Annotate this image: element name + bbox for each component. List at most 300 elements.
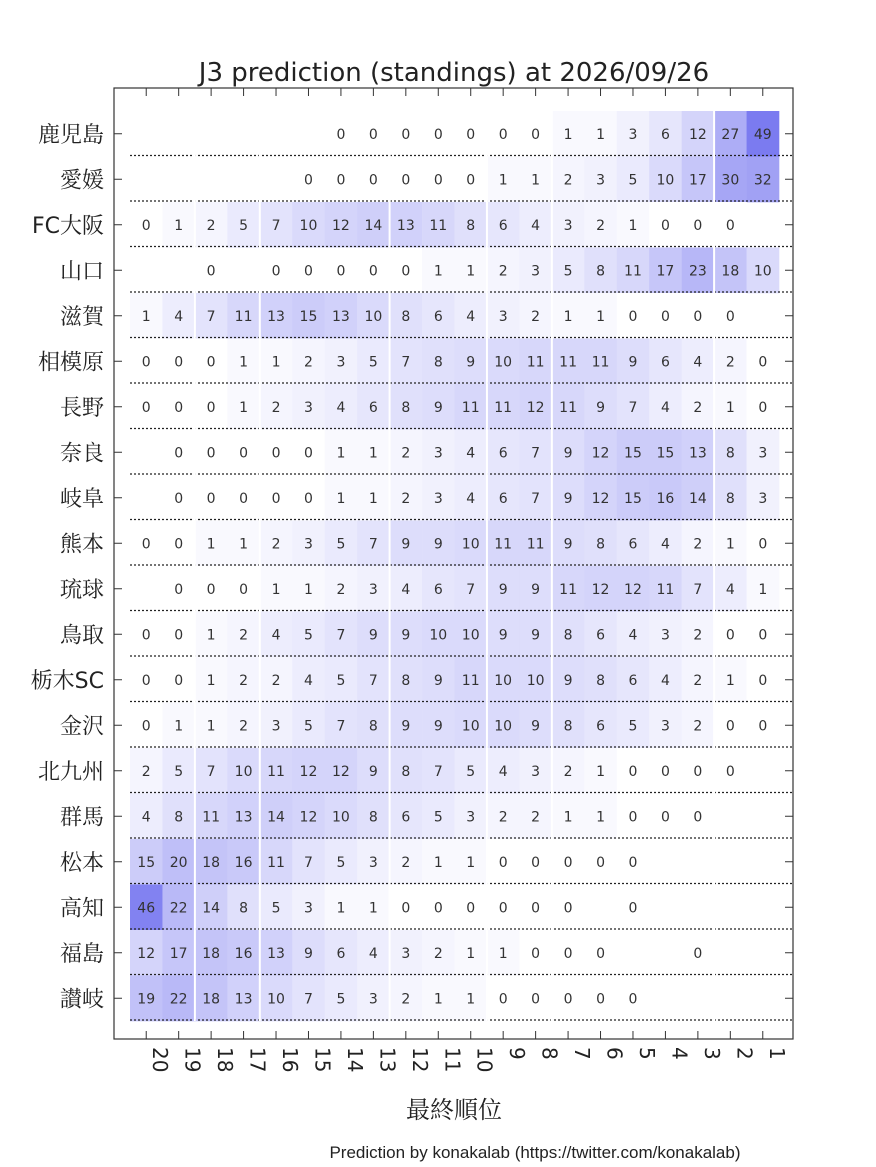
cell-value-label: 9 (563, 536, 573, 553)
cell-value-label: 10 (299, 217, 318, 234)
cell-value-label: 0 (498, 991, 508, 1008)
cell-value-label: 12 (332, 763, 350, 780)
cell-value-label: 0 (271, 445, 281, 462)
cell-value-label: 17 (169, 945, 188, 962)
cell-value-label: 12 (137, 945, 156, 962)
cell-value-label: 2 (563, 763, 573, 780)
cell-value-label: 0 (239, 581, 249, 598)
cell-value-label: 12 (624, 581, 642, 598)
cell-value-label: 3 (498, 308, 508, 325)
x-tick-label: 13 (375, 1047, 400, 1073)
cell-value-label: 0 (174, 399, 184, 416)
cell-value-label: 22 (169, 991, 188, 1008)
cell-value-label: 0 (563, 991, 573, 1008)
cell-value-label: 0 (725, 718, 735, 735)
team-label: 松本 (59, 850, 104, 876)
cell-value-label: 3 (368, 581, 378, 598)
cell-value-label: 6 (498, 445, 508, 462)
cell-value-label: 1 (433, 854, 443, 871)
cell-value-label: 0 (433, 900, 443, 917)
cell-value-label: 7 (336, 627, 346, 644)
cell-value-label: 11 (624, 263, 642, 280)
cell-value-label: 2 (271, 399, 281, 416)
x-tick-label: 17 (245, 1047, 270, 1073)
cell-value-label: 1 (563, 308, 573, 325)
cell-value-label: 10 (494, 354, 513, 371)
cell-value-label: 0 (596, 991, 605, 1008)
cell-value-label: 1 (498, 172, 508, 189)
cell-value-label: 1 (271, 581, 281, 598)
cell-value-label: 11 (461, 399, 480, 416)
cell-value-label: 1 (336, 490, 346, 507)
cell-value-label: 0 (531, 991, 541, 1008)
cell-value-label: 0 (628, 854, 638, 871)
cell-value-label: 0 (174, 581, 184, 598)
cell-value-label: 5 (304, 627, 313, 644)
cell-value-label: 4 (466, 445, 476, 462)
cell-value-label: 1 (206, 718, 216, 735)
cell-value-label: 1 (433, 991, 443, 1008)
cell-value-label: 3 (401, 945, 411, 962)
x-tick-label: 4 (667, 1047, 692, 1060)
cell-value-label: 15 (656, 445, 675, 462)
cell-value-label: 2 (401, 490, 411, 507)
cell-value-label: 18 (202, 854, 221, 871)
cell-value-label: 3 (758, 490, 768, 507)
cell-value-label: 18 (202, 945, 221, 962)
cell-value-label: 11 (526, 536, 545, 553)
team-label: 福島 (59, 941, 104, 967)
cell-value-label: 11 (234, 308, 253, 325)
cell-value-label: 5 (336, 536, 346, 553)
cell-value-label: 1 (336, 445, 346, 462)
cell-value-label: 13 (396, 217, 415, 234)
x-tick-label: 1 (764, 1047, 789, 1060)
cell-value-label: 0 (531, 126, 541, 143)
team-label: 長野 (59, 395, 104, 421)
cell-value-label: 1 (206, 672, 216, 689)
cell-value-label: 2 (401, 854, 411, 871)
cell-value-label: 9 (401, 536, 411, 553)
cell-value-label: 6 (433, 308, 443, 325)
cell-value-label: 30 (721, 172, 740, 189)
cell-value-label: 6 (660, 354, 670, 371)
cell-value-label: 1 (368, 445, 378, 462)
cell-value-label: 4 (336, 399, 346, 416)
cell-value-label: 8 (596, 672, 605, 689)
cell-value-label: 0 (368, 263, 378, 280)
cell-value-label: 2 (498, 263, 508, 280)
cell-value-label: 0 (206, 490, 216, 507)
cell-value-label: 2 (401, 445, 411, 462)
cell-value-label: 0 (758, 718, 768, 735)
cell-value-label: 13 (688, 445, 707, 462)
team-labels (31, 123, 106, 1013)
cell-value-label: 2 (693, 672, 703, 689)
team-label: 讃岐 (59, 987, 104, 1013)
cell-value-label: 3 (304, 536, 313, 553)
cell-value-label: 11 (202, 809, 221, 826)
cell-value-label: 7 (271, 217, 281, 234)
cell-value-label: 0 (758, 627, 768, 644)
cell-value-label: 0 (498, 126, 508, 143)
cell-value-label: 9 (563, 672, 573, 689)
cell-value-label: 0 (628, 763, 638, 780)
x-tick-label: 2 (732, 1047, 757, 1060)
cell-value-label: 9 (433, 672, 443, 689)
cell-value-label: 10 (494, 718, 513, 735)
cell-value-label: 8 (401, 672, 411, 689)
cell-value-label: 0 (758, 354, 768, 371)
cell-value-label: 5 (368, 354, 378, 371)
cell-value-label: 0 (693, 308, 703, 325)
cell-value-label: 2 (725, 354, 735, 371)
cell-value-label: 4 (141, 809, 151, 826)
cell-value-label: 3 (531, 763, 541, 780)
cell-value-label: 6 (498, 490, 508, 507)
cell-value-label: 0 (758, 536, 768, 553)
cell-value-label: 6 (368, 399, 378, 416)
cell-value-label: 2 (531, 308, 541, 325)
cell-value-label: 2 (239, 672, 249, 689)
cell-value-label: 5 (466, 763, 476, 780)
cell-value-label: 5 (628, 718, 638, 735)
cell-value-label: 9 (304, 945, 313, 962)
cell-value-label: 11 (591, 354, 610, 371)
cell-value-label: 4 (660, 399, 670, 416)
cell-value-label: 7 (206, 763, 216, 780)
cell-value-label: 1 (206, 627, 216, 644)
cell-value-label: 0 (401, 126, 411, 143)
cell-value-label: 0 (174, 627, 184, 644)
cell-value-label: 7 (693, 581, 703, 598)
cell-value-label: 0 (660, 217, 670, 234)
cell-value-label: 12 (299, 809, 318, 826)
cell-value-label: 9 (368, 627, 378, 644)
cell-value-label: 1 (466, 263, 476, 280)
cell-value-label: 22 (169, 900, 188, 917)
cell-value-label: 17 (688, 172, 707, 189)
cell-value-label: 11 (656, 581, 675, 598)
cell-value-label: 11 (559, 354, 577, 371)
x-tick-label: 12 (407, 1047, 432, 1073)
cell-value-label: 3 (433, 490, 443, 507)
cell-value-label: 0 (563, 900, 573, 917)
cell-value-label: 6 (628, 672, 638, 689)
cell-value-label: 1 (596, 809, 605, 826)
cell-value-label: 12 (591, 490, 610, 507)
cell-value-label: 6 (596, 627, 605, 644)
cell-value-label: 49 (753, 126, 772, 143)
x-tick-label: 20 (148, 1047, 173, 1073)
cell-value-label: 0 (596, 945, 605, 962)
cell-value-label: 9 (433, 399, 443, 416)
x-tick-label: 5 (634, 1047, 659, 1060)
cell-value-label: 0 (596, 854, 605, 871)
cell-value-label: 2 (401, 991, 411, 1008)
cell-value-label: 0 (271, 263, 281, 280)
x-tick-label: 10 (472, 1047, 497, 1073)
cell-value-label: 27 (721, 126, 740, 143)
cell-value-label: 15 (299, 308, 318, 325)
team-label: 岐阜 (59, 486, 104, 512)
cell-value-label: 1 (758, 581, 768, 598)
cell-value-label: 10 (267, 991, 285, 1008)
cell-value-label: 10 (332, 809, 350, 826)
team-label: 栃木SC (30, 668, 104, 694)
cell-value-label: 1 (531, 172, 541, 189)
cell-value-label: 7 (304, 991, 313, 1008)
cell-value-label: 5 (628, 172, 638, 189)
cell-value-label: 4 (466, 308, 476, 325)
cell-value-label: 10 (526, 672, 545, 689)
cell-value-label: 3 (368, 854, 378, 871)
cell-value-label: 10 (429, 627, 448, 644)
cell-value-label: 9 (498, 581, 508, 598)
cell-value-label: 2 (693, 718, 703, 735)
cell-value-label: 0 (628, 900, 638, 917)
x-tick-label: 14 (342, 1047, 367, 1073)
cell-value-label: 8 (725, 445, 735, 462)
cell-value-label: 1 (271, 354, 281, 371)
cell-value-label: 5 (433, 809, 443, 826)
cell-value-label: 0 (433, 126, 443, 143)
cell-value-label: 9 (596, 399, 605, 416)
team-label: 鳥取 (59, 623, 104, 649)
team-label: 北九州 (37, 759, 104, 785)
cell-value-label: 1 (336, 900, 346, 917)
cell-value-label: 7 (336, 718, 346, 735)
cell-value-label: 6 (498, 217, 508, 234)
cell-value-label: 4 (368, 945, 378, 962)
cell-value-label: 11 (559, 581, 577, 598)
cell-value-label: 0 (304, 172, 313, 189)
x-tick-label: 16 (278, 1047, 303, 1073)
cell-value-label: 2 (596, 217, 605, 234)
cell-value-label: 1 (368, 490, 378, 507)
cell-value-label: 0 (758, 672, 768, 689)
cell-value-label: 10 (364, 308, 383, 325)
cell-value-label: 1 (563, 809, 573, 826)
cell-value-label: 17 (656, 263, 675, 280)
cell-value-label: 12 (591, 581, 610, 598)
cell-value-label: 0 (693, 945, 703, 962)
cell-value-label: 16 (234, 945, 253, 962)
cell-value-label: 0 (433, 172, 443, 189)
cell-value-label: 4 (531, 217, 541, 234)
chart-title: J3 prediction (standings) at 2026/09/26 (198, 58, 710, 88)
cell-value-label: 3 (563, 217, 573, 234)
cell-value-label: 6 (401, 809, 411, 826)
cell-value-label: 11 (267, 854, 285, 871)
cell-value-label: 7 (531, 445, 541, 462)
team-label: 鹿児島 (37, 122, 104, 148)
cell-value-label: 18 (721, 263, 740, 280)
cell-value-label: 4 (660, 536, 670, 553)
cell-value-label: 12 (332, 217, 350, 234)
cell-value-label: 8 (368, 809, 378, 826)
cell-value-label: 0 (239, 490, 249, 507)
x-tick-label: 6 (602, 1047, 627, 1060)
cell-value-label: 0 (141, 718, 151, 735)
cell-value-label: 1 (563, 126, 573, 143)
cell-value-label: 0 (531, 854, 541, 871)
cell-value-label: 2 (141, 763, 151, 780)
cell-value-label: 8 (433, 354, 443, 371)
cell-value-label: 2 (271, 672, 281, 689)
cell-value-label: 9 (531, 627, 541, 644)
cell-value-label: 15 (624, 490, 642, 507)
cell-value-label: 1 (239, 536, 249, 553)
cell-value-label: 9 (401, 718, 411, 735)
cell-value-label: 0 (693, 763, 703, 780)
team-label: 奈良 (59, 441, 104, 467)
cell-value-label: 7 (368, 672, 378, 689)
cell-value-label: 5 (239, 217, 249, 234)
cell-value-label: 3 (758, 445, 768, 462)
cell-value-label: 8 (466, 217, 476, 234)
cell-value-label: 9 (628, 354, 638, 371)
team-label: FC大阪 (31, 213, 104, 239)
cell-value-label: 1 (498, 945, 508, 962)
cell-value-label: 11 (494, 399, 513, 416)
cell-value-label: 7 (368, 536, 378, 553)
cell-value-label: 0 (725, 308, 735, 325)
cell-value-label: 0 (466, 126, 476, 143)
cell-value-label: 0 (141, 399, 151, 416)
cell-value-label: 8 (368, 718, 378, 735)
cell-value-label: 19 (137, 991, 156, 1008)
x-tick-label: 18 (213, 1047, 238, 1073)
cell-value-label: 7 (628, 399, 638, 416)
cell-value-label: 3 (628, 126, 638, 143)
cell-value-label: 10 (461, 627, 480, 644)
cell-value-label: 4 (725, 581, 735, 598)
cell-value-label: 0 (141, 627, 151, 644)
cell-value-label: 2 (433, 945, 443, 962)
cell-value-label: 0 (725, 627, 735, 644)
team-label: 相模原 (37, 350, 104, 376)
team-label: 熊本 (59, 532, 104, 558)
cell-value-label: 12 (688, 126, 707, 143)
cell-value-label: 8 (401, 308, 411, 325)
cell-value-label: 4 (304, 672, 313, 689)
cell-value-label: 0 (401, 172, 411, 189)
cell-value-label: 7 (466, 581, 476, 598)
cell-value-label: 14 (688, 490, 707, 507)
cell-value-label: 18 (202, 991, 221, 1008)
cell-value-label: 3 (433, 445, 443, 462)
cell-value-label: 3 (531, 263, 541, 280)
cell-value-label: 14 (364, 217, 383, 234)
cell-value-label: 5 (336, 854, 346, 871)
x-tick-labels (148, 1047, 789, 1072)
cell-value-label: 5 (563, 263, 573, 280)
cell-value-label: 4 (628, 627, 638, 644)
cell-value-label: 0 (336, 263, 346, 280)
cell-value-label: 2 (304, 354, 313, 371)
cell-value-label: 2 (693, 536, 703, 553)
team-label: 愛媛 (59, 168, 104, 194)
cell-value-label: 0 (141, 672, 151, 689)
cell-value-label: 3 (660, 627, 670, 644)
cell-value-label: 10 (461, 536, 480, 553)
cell-value-label: 20 (169, 854, 188, 871)
cell-value-label: 1 (596, 126, 605, 143)
cell-value-label: 0 (336, 126, 346, 143)
cell-value-label: 6 (336, 945, 346, 962)
x-axis-label: 最終順位 (406, 1096, 502, 1124)
cell-value-label: 6 (433, 581, 443, 598)
cell-value-label: 11 (494, 536, 513, 553)
cell-value-label: 0 (693, 217, 703, 234)
cell-value-label: 7 (304, 854, 313, 871)
cell-value-label: 8 (239, 900, 249, 917)
cell-value-label: 13 (267, 308, 285, 325)
cell-value-label: 0 (304, 490, 313, 507)
cell-value-label: 16 (234, 854, 253, 871)
x-tick-label: 8 (537, 1047, 562, 1060)
cell-value-label: 0 (271, 490, 281, 507)
x-tick-label: 7 (570, 1047, 595, 1060)
cell-value-label: 0 (401, 263, 411, 280)
cell-value-label: 10 (461, 718, 480, 735)
credit-text: Prediction by konakalab (https://twitter.com/konakalab) (329, 1143, 741, 1162)
cell-value-label: 0 (660, 809, 670, 826)
cell-value-label: 5 (174, 763, 184, 780)
cell-value-label: 1 (174, 217, 184, 234)
cell-value-label: 5 (271, 900, 281, 917)
cell-value-label: 13 (234, 809, 253, 826)
cell-value-label: 2 (498, 809, 508, 826)
cell-value-label: 2 (271, 536, 281, 553)
cell-value-label: 2 (239, 718, 249, 735)
cell-value-label: 0 (466, 900, 476, 917)
cell-value-label: 0 (141, 217, 151, 234)
team-label: 高知 (59, 896, 104, 922)
cell-value-label: 11 (526, 354, 545, 371)
cell-value-label: 3 (596, 172, 605, 189)
cell-value-label: 7 (206, 308, 216, 325)
cell-value-label: 11 (267, 763, 285, 780)
cell-value-label: 0 (466, 172, 476, 189)
team-label: 琉球 (59, 577, 104, 603)
cell-value-label: 4 (401, 581, 411, 598)
cell-value-label: 9 (531, 581, 541, 598)
cell-value-label: 3 (271, 718, 281, 735)
cell-value-label: 0 (206, 263, 216, 280)
cell-value-label: 0 (758, 399, 768, 416)
team-label: 滋賀 (59, 304, 104, 330)
cell-value-label: 0 (563, 854, 573, 871)
x-tick-label: 15 (310, 1047, 335, 1073)
cell-value-label: 5 (304, 718, 313, 735)
cell-value-label: 1 (174, 718, 184, 735)
cell-value-label: 1 (466, 991, 476, 1008)
cell-value-label: 9 (401, 627, 411, 644)
cell-value-label: 0 (141, 354, 151, 371)
cell-value-label: 0 (498, 854, 508, 871)
cell-value-label: 4 (271, 627, 281, 644)
cell-value-label: 8 (563, 627, 573, 644)
cell-value-label: 0 (368, 172, 378, 189)
cell-value-label: 0 (174, 672, 184, 689)
cell-value-label: 0 (336, 172, 346, 189)
cell-value-label: 1 (239, 354, 249, 371)
cell-value-label: 2 (336, 581, 346, 598)
cell-value-label: 3 (304, 900, 313, 917)
cell-value-label: 11 (559, 399, 577, 416)
